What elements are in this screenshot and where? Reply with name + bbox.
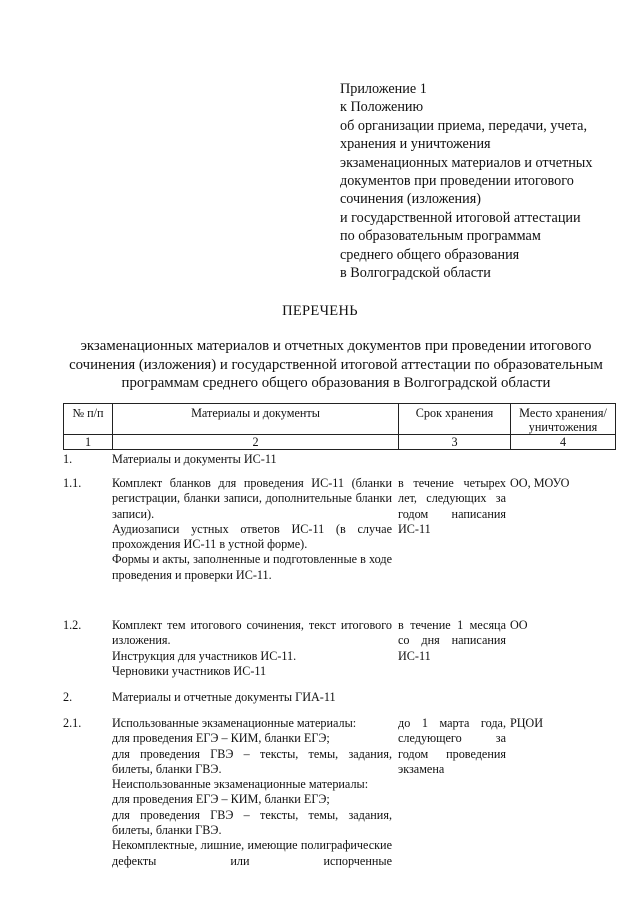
list-item <box>63 476 615 618</box>
appendix-line: среднего общего образования <box>340 246 520 263</box>
item-paragraph: для проведения ЕГЭ – КИМ, бланки ЕГЭ; <box>112 731 330 746</box>
appendix-line: и государственной итоговой аттестации <box>340 209 581 226</box>
item-place: ОО <box>510 618 528 632</box>
appendix-line: к Положению <box>340 99 424 116</box>
item-paragraph: для проведения ГВЭ – тексты, темы, задания, билеты, бланки ГВЭ. <box>112 746 392 776</box>
materials-list <box>63 452 615 869</box>
header-number: № п/п <box>64 404 113 435</box>
appendix-line: об организации приема, передачи, учета, <box>340 117 588 134</box>
item-term <box>398 690 510 716</box>
item-number: 2. <box>63 690 73 704</box>
list-item <box>63 618 615 690</box>
item-term <box>398 452 510 476</box>
appendix-line: экзаменационных материалов и отчетных <box>340 154 593 171</box>
column-number: 1 <box>64 435 113 450</box>
appendix-line: документов при проведении итогового <box>340 173 574 190</box>
column-number: 3 <box>399 435 511 450</box>
item-number: 1.2. <box>63 618 82 632</box>
item-paragraph: Материалы и документы ИС-11 <box>112 452 277 466</box>
item-term: в течение четырех лет, следующих за годом написания ИС-11 <box>398 476 506 536</box>
document-title: ПЕРЕЧЕНЬ <box>282 303 358 319</box>
appendix-header <box>340 80 630 282</box>
table-number-row <box>64 435 616 450</box>
materials-table-header <box>63 403 616 450</box>
item-place <box>510 452 610 476</box>
document-subtitle: экзаменационных материалов и отчетных документов при проведении итогового сочинения (изложения) и государственной итоговой аттестации по образовательным программам среднего общего образования в Волгоградской области <box>69 338 603 392</box>
item-materials <box>112 476 398 618</box>
item-number: 2.1. <box>63 716 82 730</box>
item-paragraph: Инструкция для участников ИС-11. <box>112 648 297 663</box>
appendix-line: по образовательным программам <box>340 228 541 245</box>
item-term: в течение 1 месяца со дня написания ИС-11 <box>398 618 506 663</box>
list-item <box>63 690 615 716</box>
item-materials <box>112 716 398 869</box>
header-materials: Материалы и документы <box>113 404 399 435</box>
item-paragraph: Черновики участников ИС-11 <box>112 663 267 678</box>
item-paragraph: Материалы и отчетные документы ГИА-11 <box>112 690 336 704</box>
item-paragraph: Неиспользованные экзаменационные материалы: <box>112 777 369 792</box>
item-number: 1.1. <box>63 476 82 490</box>
table-header-row <box>64 404 616 435</box>
item-materials <box>112 618 398 690</box>
list-item <box>63 452 615 476</box>
header-place: Место хранения/ уничтожения <box>511 404 616 435</box>
column-number: 4 <box>511 435 616 450</box>
item-paragraph: Аудиозаписи устных ответов ИС-11 (в случае прохождения ИС-11 в устной форме). <box>112 521 392 552</box>
item-paragraph: Комплект тем итогового сочинения, текст итогового изложения. <box>112 618 392 648</box>
item-paragraph: для проведения ЕГЭ – КИМ, бланки ЕГЭ; <box>112 792 330 807</box>
header-term: Срок хранения <box>399 404 511 435</box>
item-place: РЦОИ <box>510 716 544 730</box>
item-materials <box>112 452 398 476</box>
appendix-line: Приложение 1 <box>340 81 427 97</box>
item-number: 1. <box>63 452 73 466</box>
appendix-line: сочинения (изложения) <box>340 191 481 208</box>
item-paragraph: Некомплектные, лишние, имеющие полиграфические дефекты или испорченные <box>112 838 392 868</box>
item-paragraph: Использованные экзаменационные материалы: <box>112 716 357 730</box>
item-materials <box>112 690 398 716</box>
appendix-line: хранения и уничтожения <box>340 136 491 153</box>
appendix-line: в Волгоградской области <box>340 265 491 282</box>
item-paragraph: Формы и акты, заполненные и подготовленные в ходе проведения и проверки ИС-11. <box>112 552 392 582</box>
item-place <box>510 690 610 716</box>
item-paragraph: Комплект бланков для проведения ИС-11 (бланки регистрации, бланки записи, дополнительные бланки записи). <box>112 476 392 521</box>
item-term: до 1 марта года, следующего за годом проведения экзамена <box>398 716 506 776</box>
item-paragraph: для проведения ГВЭ – тексты, темы, задания, билеты, бланки ГВЭ. <box>112 807 392 838</box>
item-place: ОО, МОУО <box>510 476 570 490</box>
list-item <box>63 716 615 869</box>
column-number: 2 <box>113 435 399 450</box>
